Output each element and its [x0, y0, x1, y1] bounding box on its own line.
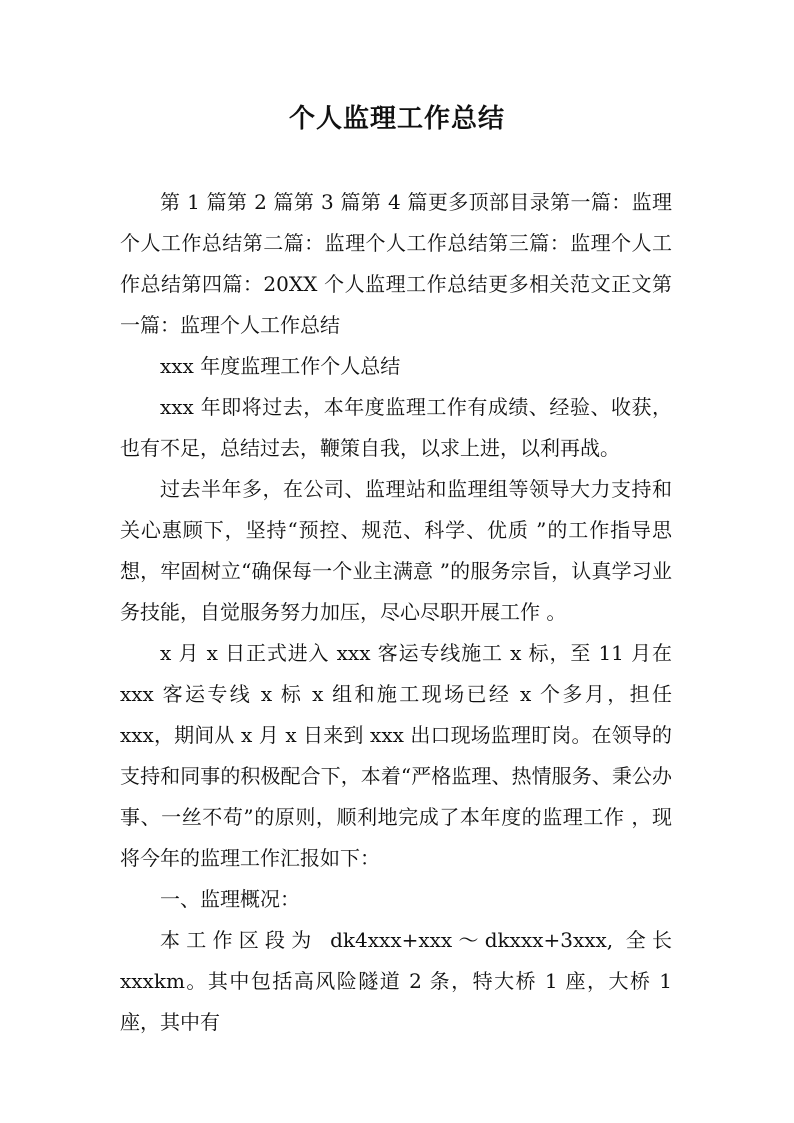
body-paragraph: 本工作区段为 dk4xxx+xxx～dkxxx+3xxx, 全长 xxxkm。其中包括高风险隧道 2 条，特大桥 1 座，大桥 1 座，其中有 [120, 928, 672, 1034]
document-body [120, 182, 672, 1043]
document-title: 个人监理工作总结 [288, 104, 505, 134]
table-of-contents-paragraph: 第 1 篇第 2 篇第 3 篇第 4 篇更多顶部目录第一篇：监理个人工作总结第二篇：监理个人工作总结第三篇：监理个人工作总结第四篇：20XX 个人监理工作总结更多相关范文正文第一篇：监理个人工作总结 [120, 190, 672, 337]
body-paragraph: x 月 x 日正式进入 xxx 客运专线施工 x 标，至 11 月在 xxx 客运专线 x 标 x 组和施工现场已经 x 个多月，担任 xxx，期间从 x 月 x 日来到 xxx 出口现场监理盯岗。在领导的支持和同事的积极配合下，本着“严格监理、热情服务、秉公办事、一丝不苟”的原则，顺利地完成了本年度的监理工作 ，现将今年的监理工作汇报如下： [120, 641, 672, 870]
section-heading: xxx 年度监理工作个人总结 [160, 354, 401, 378]
body-paragraph: 过去半年多，在公司、监理站和监理组等领导大力支持和关心惠顾下，坚持“预控、规范、科学、优质 ”的工作指导思想，牢固树立“确保每一个业主满意 ”的服务宗旨，认真学习业务技能，自觉服务努力加压，尽心尽职开展工作 。 [120, 477, 672, 624]
subsection-heading: 一、监理概况： [160, 887, 300, 911]
body-paragraph: xxx 年即将过去，本年度监理工作有成绩、经验、收获，也有不足，总结过去，鞭策自我，以求上进，以利再战。 [120, 395, 672, 460]
